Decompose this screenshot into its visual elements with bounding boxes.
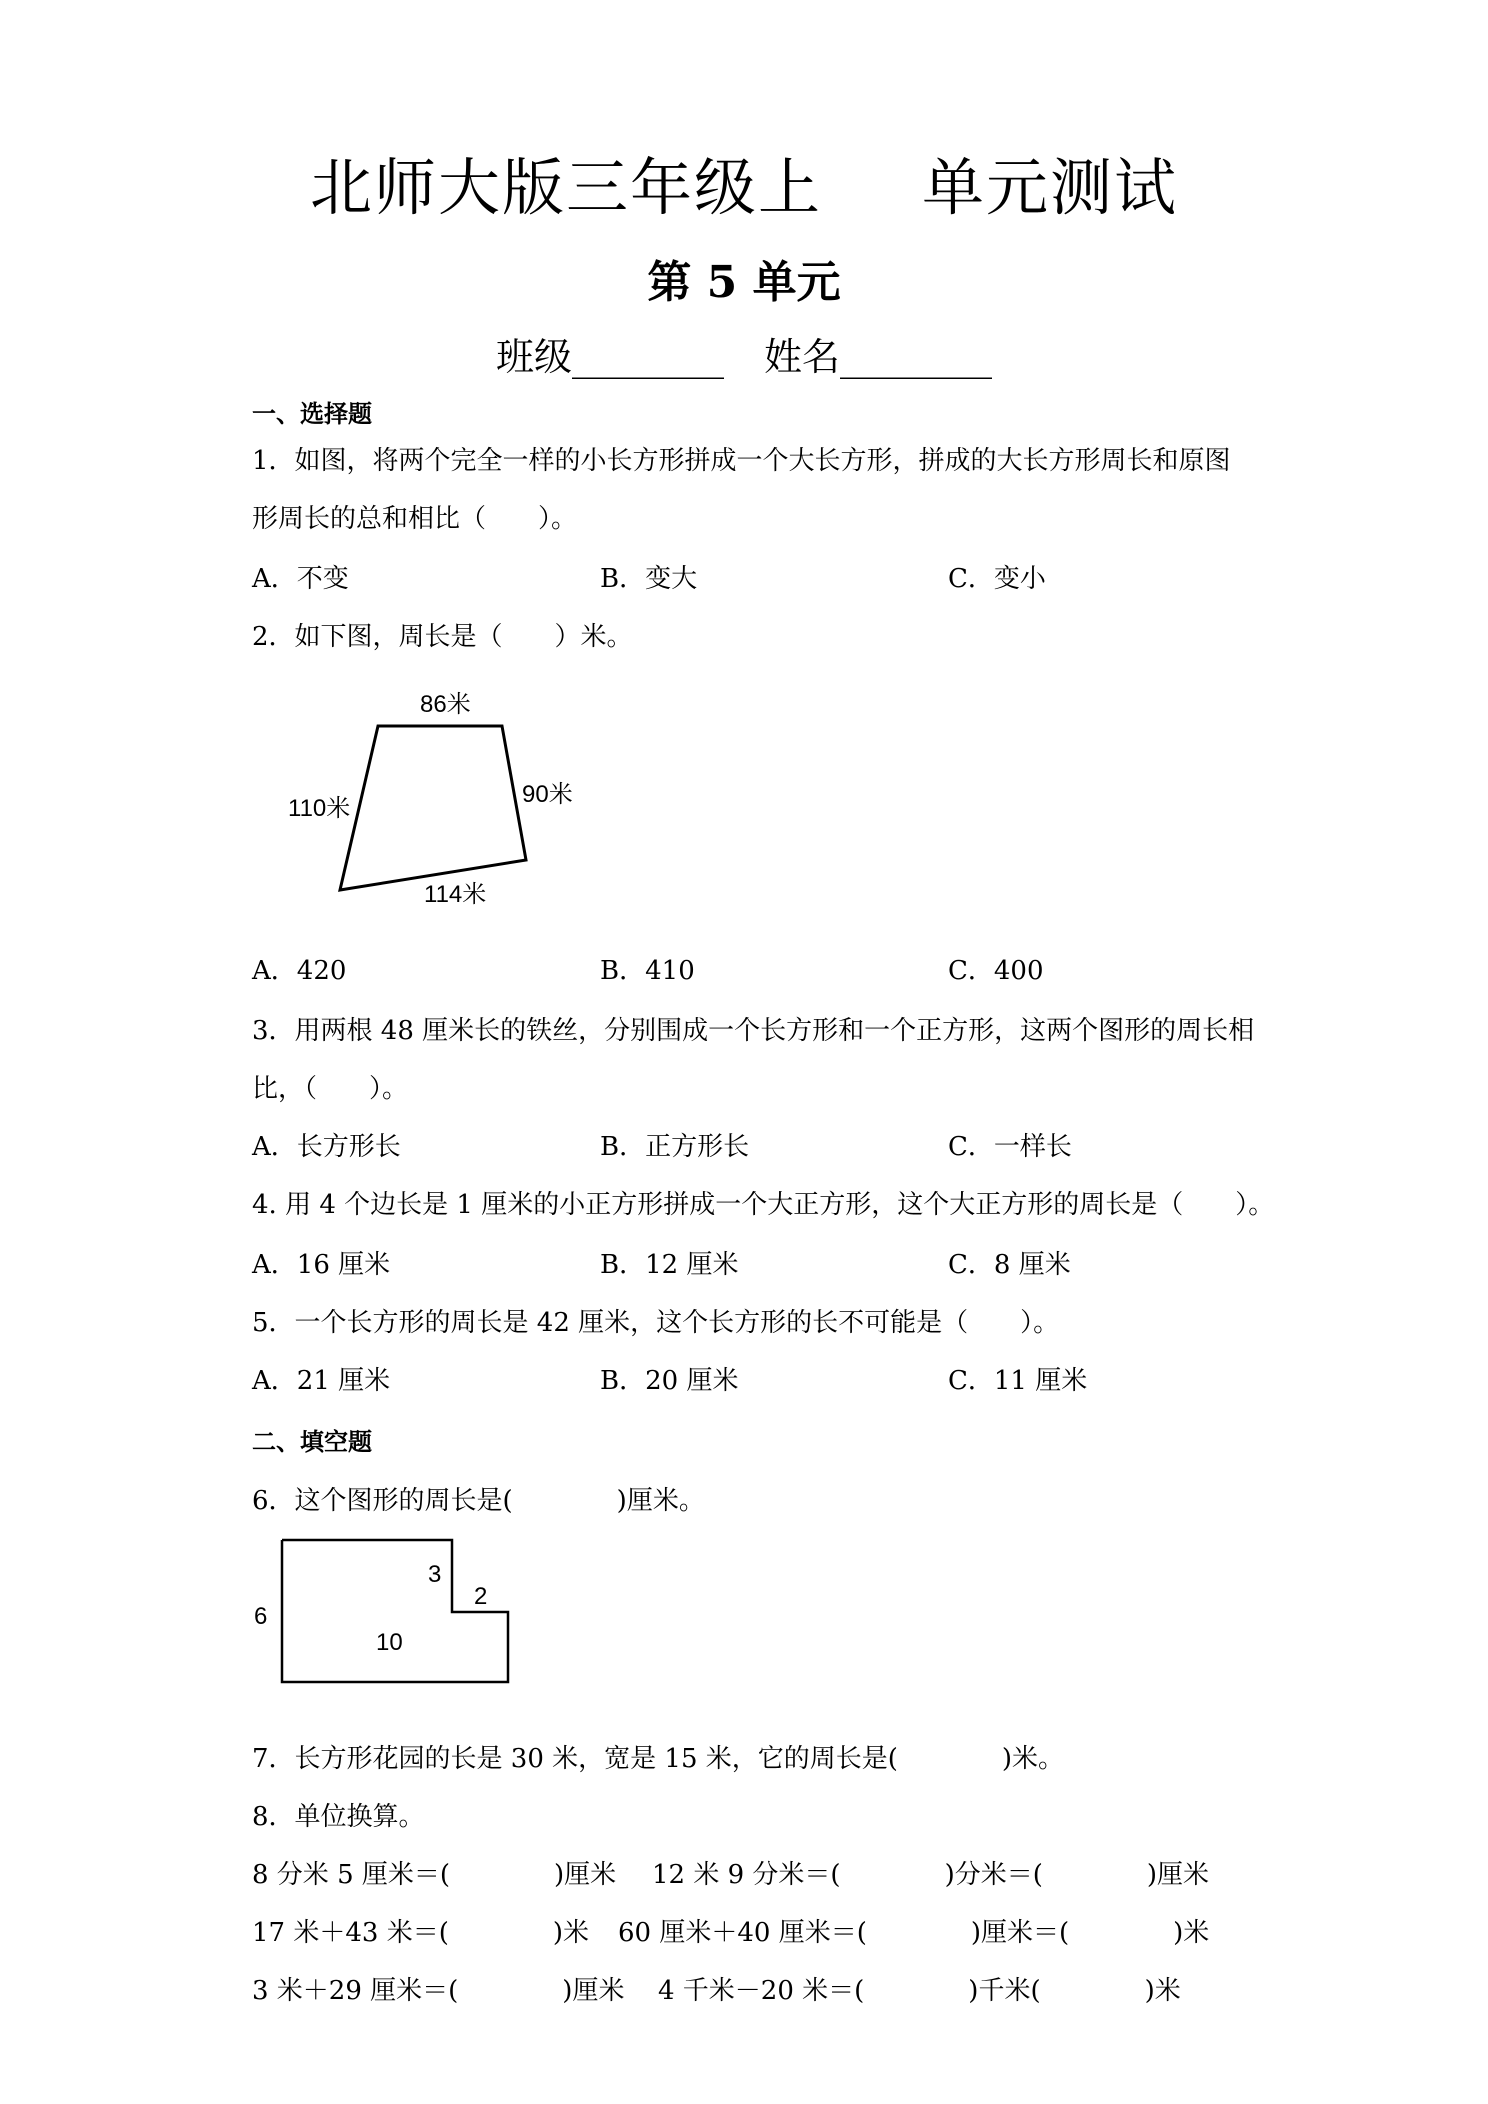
- q6-label-10: 10: [376, 1629, 403, 1656]
- q8-r2b[interactable]: 60 厘米＋40 厘米＝( )厘米＝( )米: [618, 1918, 1210, 1948]
- q6-label-2: 2: [474, 1583, 488, 1610]
- q3-option-c[interactable]: C．一样长: [948, 1132, 1072, 1162]
- q8-row-3: [252, 1970, 624, 2007]
- class-field[interactable]: 班级________: [495, 335, 724, 379]
- q7-text: 7．长方形花园的长是 30 米，宽是 15 米，它的周长是( )米。: [252, 1744, 1065, 1774]
- q2-option-b[interactable]: B．410: [600, 956, 695, 986]
- q2-quadrilateral-figure: [270, 680, 600, 920]
- q8-r1b[interactable]: 12 米 9 分米＝( )分米＝( )厘米: [652, 1860, 1209, 1890]
- q1-option-a[interactable]: A．不变: [252, 564, 349, 594]
- q1-option-b[interactable]: B．变大: [600, 564, 698, 594]
- q1-option-c[interactable]: C．变小: [948, 564, 1046, 594]
- q2-label-bottom: 114米: [424, 881, 487, 908]
- q3-option-a[interactable]: A．长方形长: [252, 1132, 401, 1162]
- q8-row-1: [252, 1854, 616, 1891]
- q2-label-right: 90米: [522, 781, 573, 808]
- unit-title: 第 5 单元: [647, 257, 841, 308]
- q5-text: 5．一个长方形的周长是 42 厘米，这个长方形的长不可能是（ ）。: [252, 1308, 1060, 1338]
- q8-row-1b: [652, 1854, 1209, 1891]
- q8-row-3b: [658, 1970, 1181, 2007]
- q2-text: 2．如下图，周长是（ ）米。: [252, 622, 633, 652]
- q2-label-left: 110米: [288, 795, 351, 822]
- q6-shape-figure: [250, 1530, 520, 1690]
- q8-row-2b: [618, 1912, 1209, 1949]
- q8-r1a[interactable]: 8 分米 5 厘米＝( )厘米: [252, 1860, 617, 1890]
- section-fill: 二、填空题: [252, 1428, 372, 1456]
- q6-text: 6．这个图形的周长是( )厘米。: [252, 1486, 705, 1516]
- q8-r3b[interactable]: 4 千米－20 米＝( )千米( )米: [658, 1976, 1181, 2006]
- q8-text: 8．单位换算。: [252, 1802, 425, 1832]
- q5-option-a[interactable]: A．21 厘米: [252, 1366, 391, 1396]
- q3-line2: 比，（ ）。: [252, 1074, 409, 1104]
- q5-option-c[interactable]: C．11 厘米: [948, 1366, 1088, 1396]
- q1-line2: 形周长的总和相比（ ）。: [252, 504, 578, 534]
- q3-option-b[interactable]: B．正方形长: [600, 1132, 750, 1162]
- student-info: [0, 326, 1488, 381]
- q4-text: 4. 用 4 个边长是 1 厘米的小正方形拼成一个大正方形，这个大正方形的周长是（ ）。: [252, 1190, 1275, 1220]
- q2-option-c[interactable]: C．400: [948, 956, 1044, 986]
- q2-quadrilateral: [340, 726, 526, 890]
- q3-line1: 3．用两根 48 厘米长的铁丝，分别围成一个长方形和一个正方形，这两个图形的周长相: [252, 1016, 1255, 1046]
- q4-option-c[interactable]: C．8 厘米: [948, 1250, 1071, 1280]
- q6-label-6: 6: [254, 1603, 268, 1630]
- name-field[interactable]: 姓名________: [764, 335, 993, 379]
- title-left: 北师大版三年级上: [309, 151, 822, 224]
- q2-label-top: 86米: [420, 691, 471, 718]
- q4-option-a[interactable]: A．16 厘米: [252, 1250, 391, 1280]
- q8-r2a[interactable]: 17 米＋43 米＝( )米: [252, 1918, 589, 1948]
- q6-shape: [282, 1540, 508, 1682]
- q5-option-b[interactable]: B．20 厘米: [600, 1366, 739, 1396]
- section-choice: 一、选择题: [252, 400, 372, 428]
- q4-option-b[interactable]: B．12 厘米: [600, 1250, 739, 1280]
- q8-row-2: [252, 1912, 589, 1949]
- q1-line1: 1．如图，将两个完全一样的小长方形拼成一个大长方形，拼成的大长方形周长和原图: [252, 446, 1231, 476]
- title-right: 单元测试: [922, 151, 1179, 224]
- q2-option-a[interactable]: A．420: [252, 956, 347, 986]
- q6-label-3: 3: [428, 1561, 442, 1588]
- q8-r3a[interactable]: 3 米＋29 厘米＝( )厘米: [252, 1976, 625, 2006]
- page-title: [0, 138, 1488, 227]
